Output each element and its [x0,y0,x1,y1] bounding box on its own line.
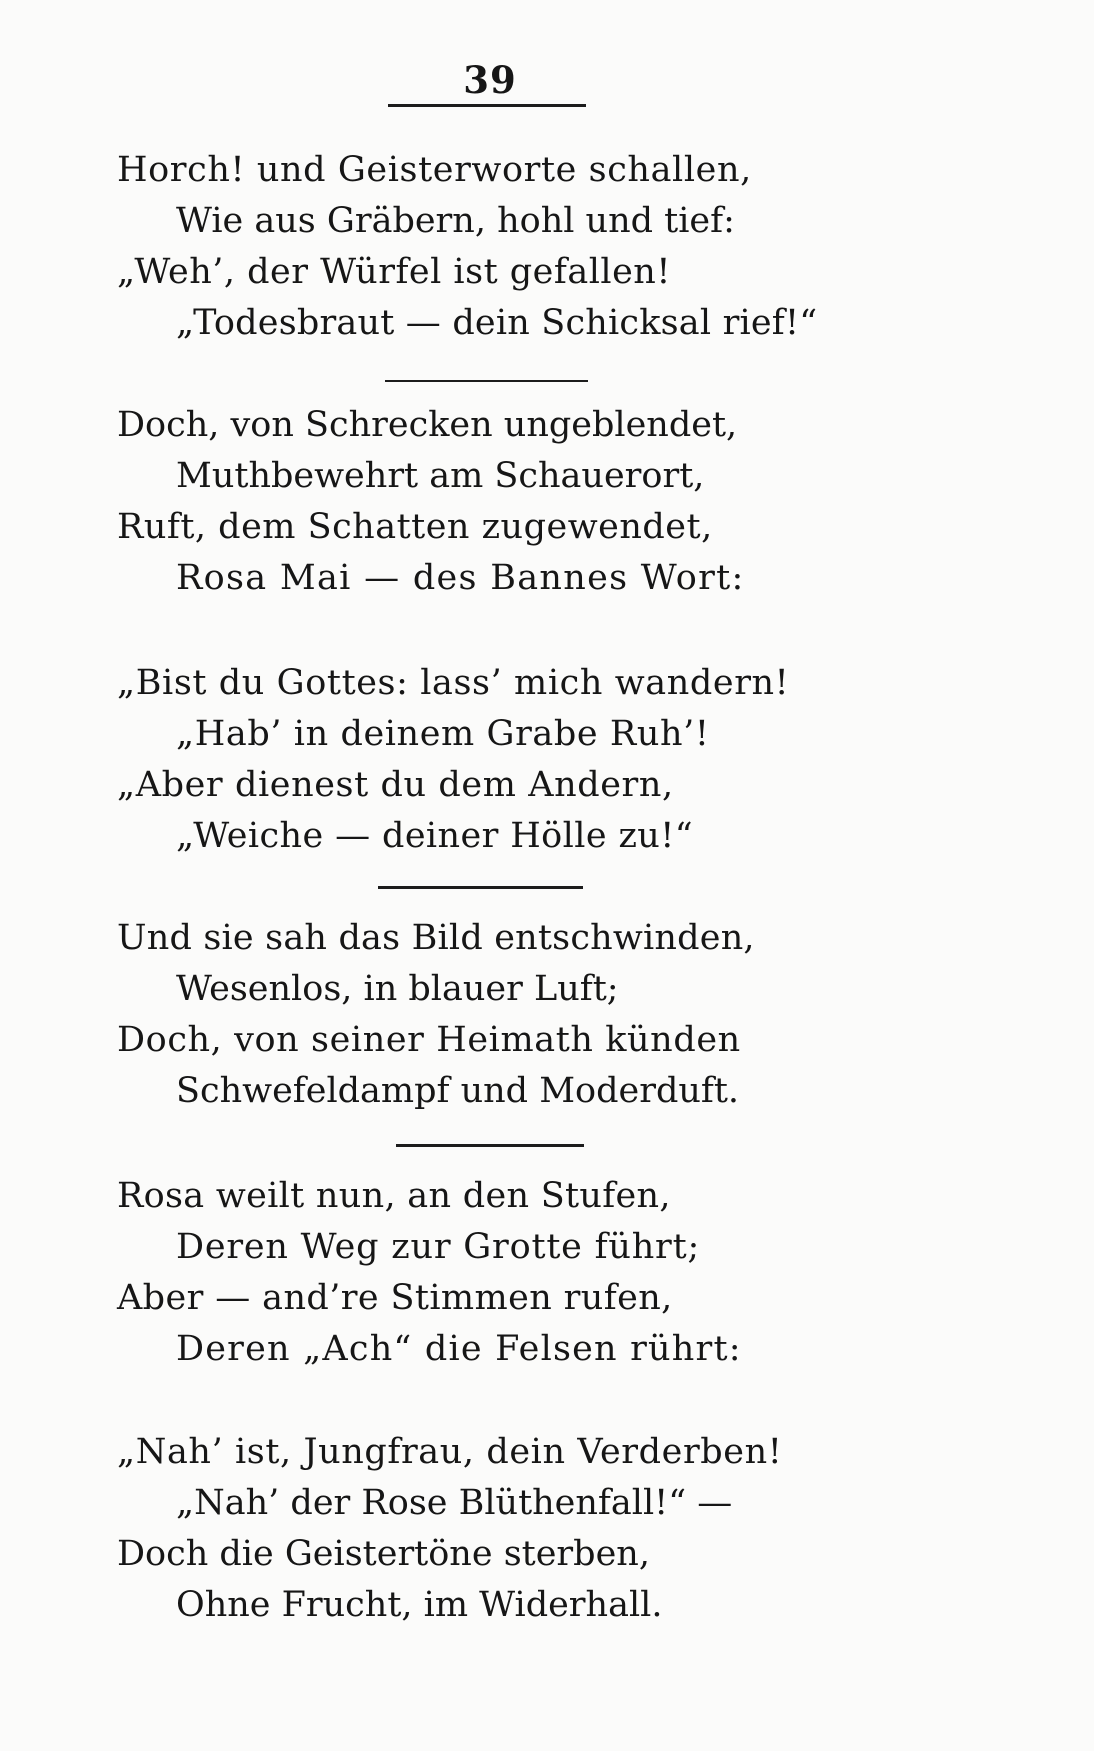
divider-rule [396,1144,584,1147]
stanza-6-line-3: Doch die Geistertöne sterben, [117,1534,650,1574]
stanza-6-line-4: Ohne Frucht, im Widerhall. [176,1585,663,1625]
stanza-1-line-4: „Todesbraut — dein Schicksal rief!“ [176,303,818,343]
header-rule [388,104,586,107]
stanza-4-line-4: Schwefeldampf und Moderduft. [176,1071,740,1111]
stanza-2-line-4: Rosa Mai — des Bannes Wort: [176,558,745,598]
stanza-4-line-1: Und sie sah das Bild entschwinden, [117,918,755,958]
stanza-3-line-3: „Aber dienest du dem Andern, [117,765,674,805]
stanza-4-line-3: Doch, von seiner Heimath künden [117,1020,741,1060]
stanza-4-line-2: Wesenlos, in blauer Luft; [176,969,619,1009]
stanza-3-line-2: „Hab’ in deinem Grabe Ruh’! [176,714,710,754]
stanza-2-line-3: Ruft, dem Schatten zugewendet, [117,507,713,547]
stanza-1-line-3: „Weh’, der Würfel ist gefallen! [117,252,671,292]
stanza-6-line-2: „Nah’ der Rose Blüthenfall!“ — [176,1483,733,1523]
stanza-5-line-2: Deren Weg zur Grotte führt; [176,1227,701,1267]
page-number: 39 [463,58,517,102]
divider-rule [385,380,588,382]
stanza-2-line-2: Muthbewehrt am Schauerort, [176,456,705,496]
stanza-2-line-1: Doch, von Schrecken ungeblendet, [117,405,738,445]
stanza-6-line-1: „Nah’ ist, Jungfrau, dein Verderben! [117,1432,783,1472]
divider-rule [378,886,583,889]
stanza-5-line-1: Rosa weilt nun, an den Stufen, [117,1176,671,1216]
stanza-1-line-1: Horch! und Geisterworte schallen, [117,150,752,190]
stanza-3-line-4: „Weiche — deiner Hölle zu!“ [176,816,694,856]
stanza-1-line-2: Wie aus Gräbern, hohl und tief: [176,201,735,241]
stanza-3-line-1: „Bist du Gottes: lass’ mich wandern! [117,663,790,703]
stanza-5-line-3: Aber — and’re Stimmen rufen, [117,1278,673,1318]
stanza-5-line-4: Deren „Ach“ die Felsen rührt: [176,1329,742,1369]
